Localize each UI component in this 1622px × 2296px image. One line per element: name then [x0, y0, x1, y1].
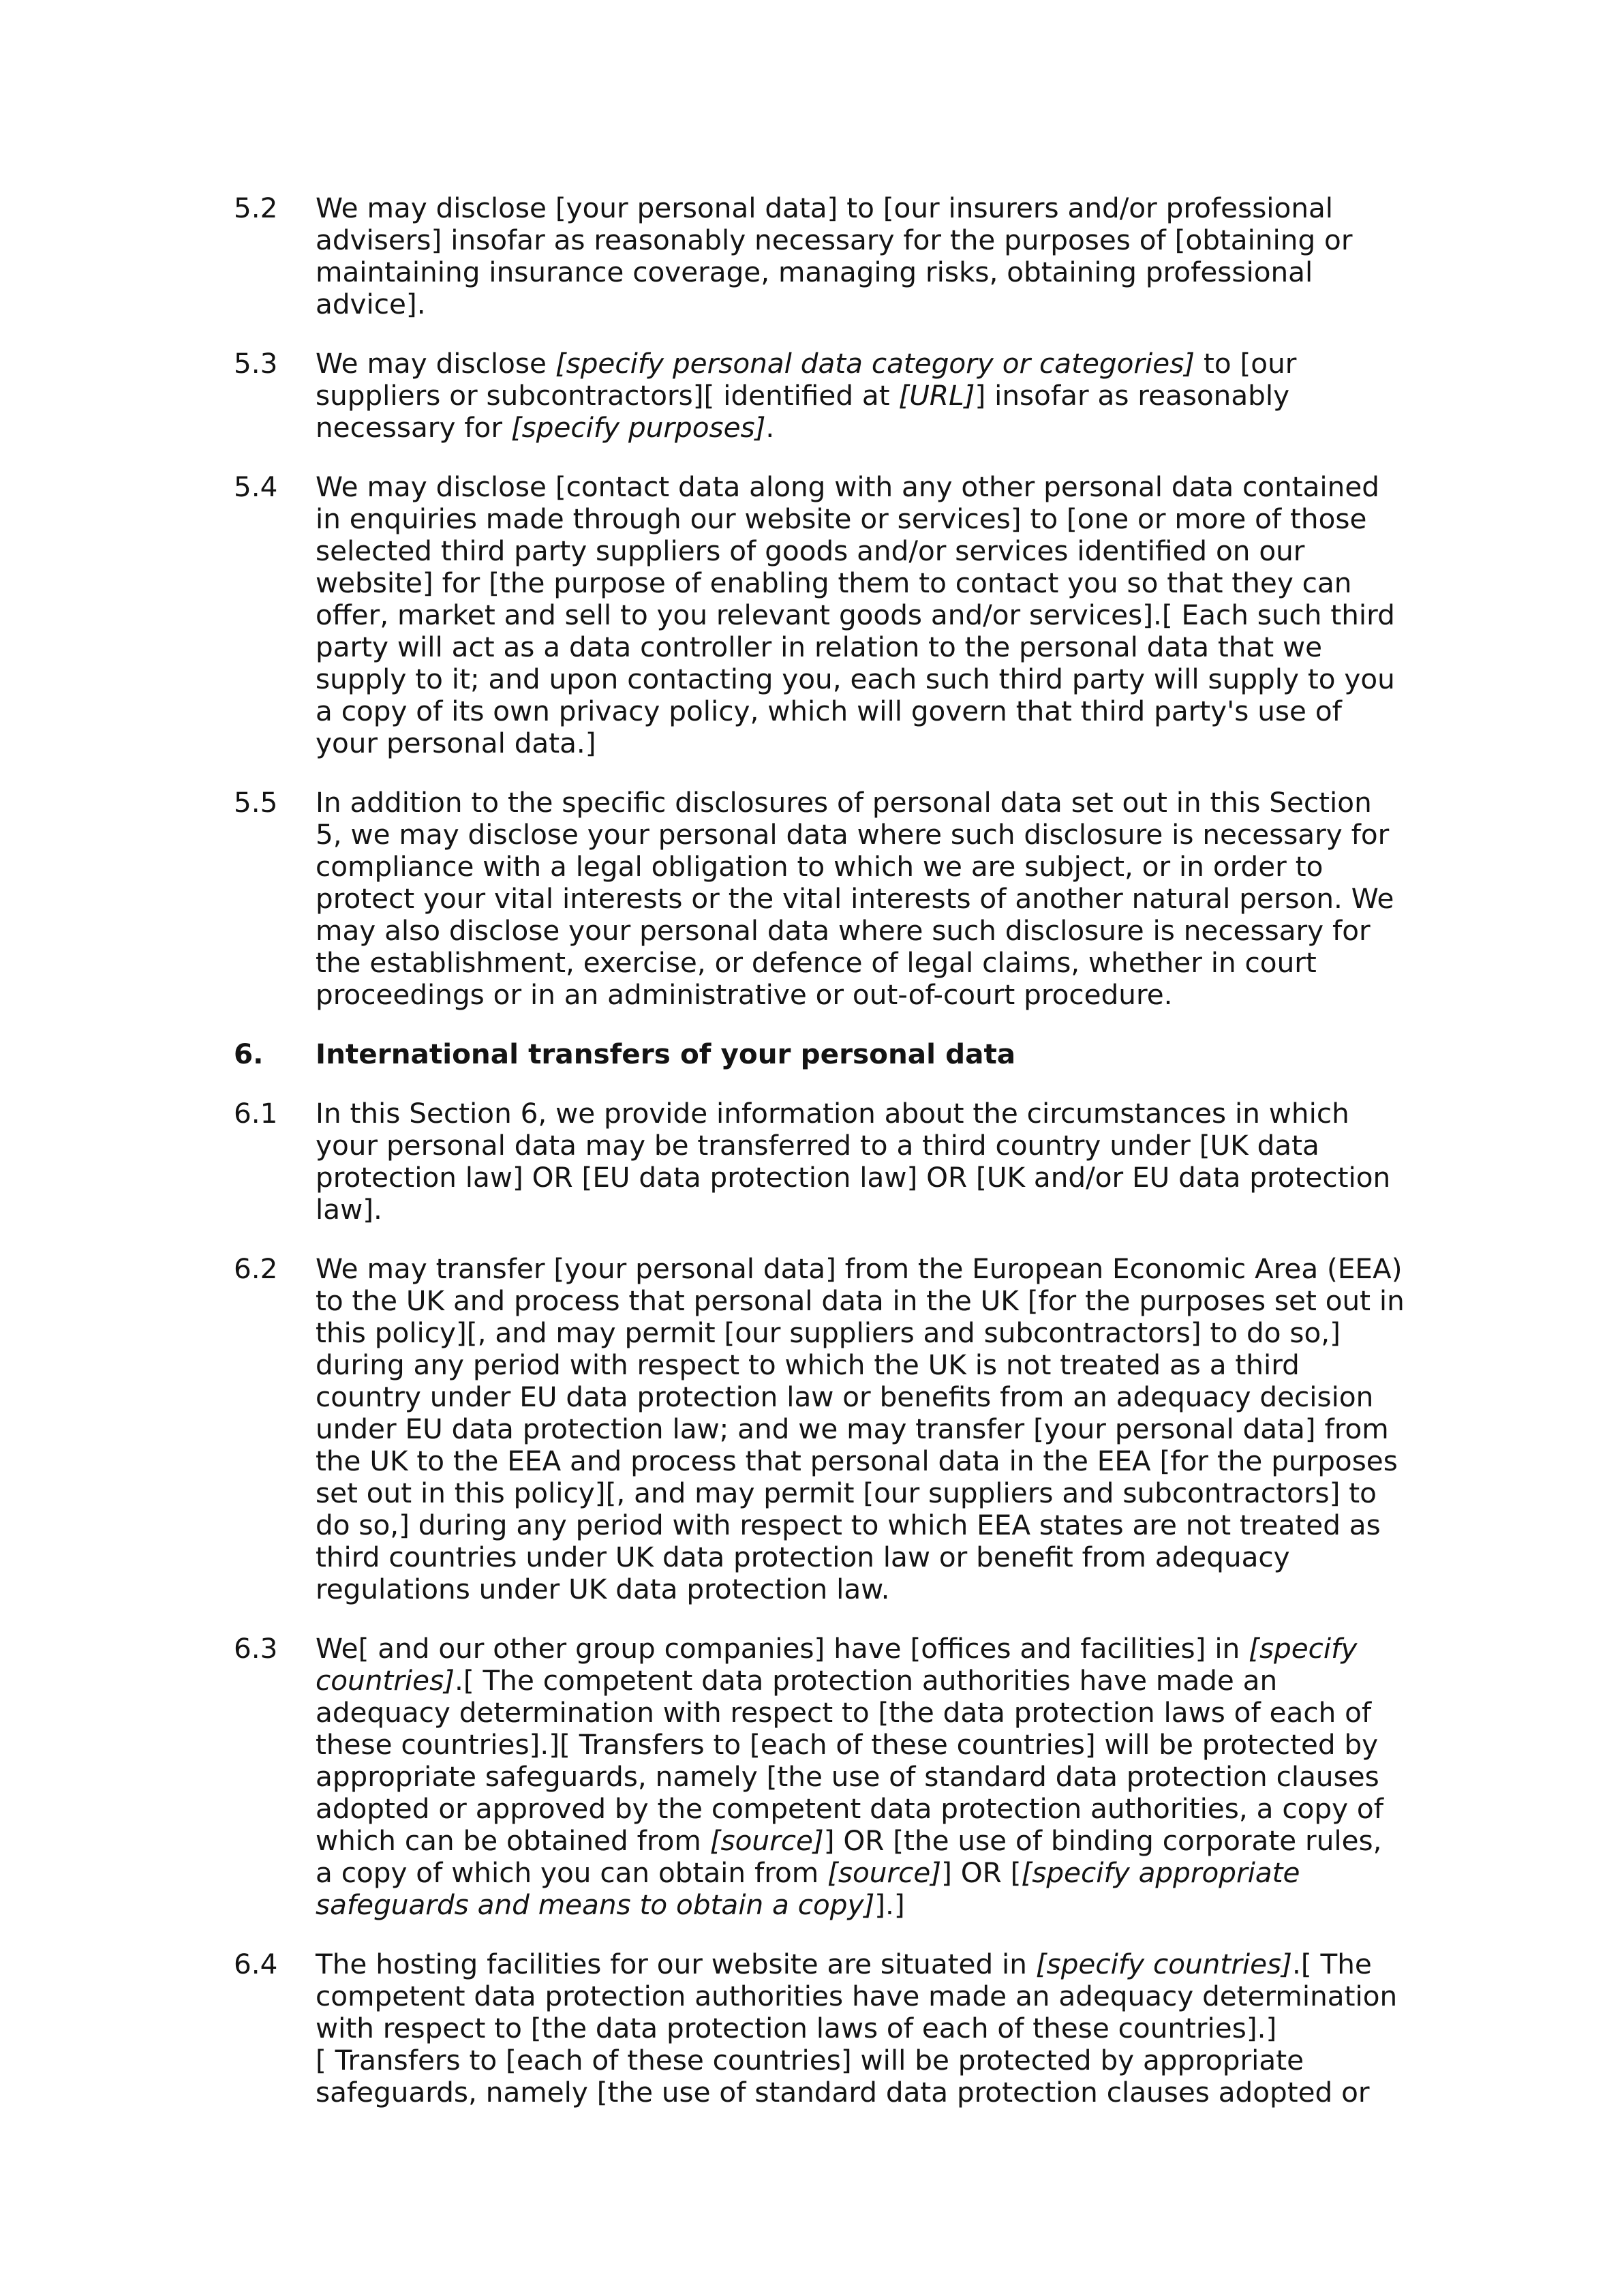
clause-number: 5.5 [234, 786, 278, 819]
clause-text-segment: In addition to the specific disclosures of personal data set out in this Section 5, we may disclose your personal data where such disclosure is necessary for compliance with a legal obligation to which we are subject, or in order to protect your vital interests or the vital interests of another natural person. We may also disclose your personal data where such disclosure is necessary for the establishment, exercise, or defence of legal claims, whether in court proceedings or in an administrative or out-of-court procedure. [316, 786, 1394, 1011]
clause-text-segment: .[ The competent data protection authorities have made an adequacy determination with respect to [the data protection laws of each of these countries].][ Transfers to [each of these countries] will be protected by appropriate safeguards, namely [the use of standard data protection clauses adopted or approved by the competent data protection authorities, a copy of which can be obtained from [316, 1664, 1383, 1857]
clause-6-3 [234, 1633, 1406, 1921]
clause-text [316, 1948, 1406, 2109]
clause-5-4 [234, 471, 1406, 759]
placeholder-text: [specify personal data category or categories] [555, 347, 1195, 380]
clause-text-segment: We may disclose [316, 347, 555, 380]
section-number: 6. [234, 1038, 264, 1070]
clause-5-5 [234, 787, 1406, 1011]
placeholder-text: [URL] [898, 379, 975, 412]
placeholder-text: [specify appropriate safeguards and means to obtain a copy] [316, 1856, 1300, 1921]
placeholder-text: [specify countries] [1035, 1948, 1292, 1980]
document-body [234, 192, 1406, 2136]
clause-text-segment: International transfers of your personal data [316, 1038, 1016, 1070]
clause-text [316, 471, 1406, 759]
clause-6-2 [234, 1253, 1406, 1605]
clause-text-segment: .[ The competent data protection authorities have made an adequacy determination with respect to [the data protection laws of each of these countries].] [316, 1948, 1398, 2044]
clause-text-segment: . [765, 411, 775, 444]
clause-text-segment: The hosting facilities for our website are situated in [316, 1948, 1036, 1980]
clause-text-segment: We may disclose [your personal data] to [our insurers and/or professional advisers] insofar as reasonably necessary for the purposes of [obtaining or maintaining insurance coverage, managing risks, obtaining professional advice]. [316, 192, 1353, 320]
clause-6-1 [234, 1098, 1406, 1226]
clause-number: 5.2 [234, 192, 278, 224]
clause-text [316, 348, 1406, 444]
section-heading-6 [234, 1038, 1406, 1070]
clause-text [316, 1098, 1406, 1226]
clause-6-4 [234, 1948, 1406, 2109]
placeholder-text: [specify purposes] [510, 411, 766, 444]
clause-number: 6.4 [234, 1948, 278, 1980]
clause-text [316, 787, 1406, 1011]
clause-text-segment: We may transfer [your personal data] from the European Economic Area (EEA) to the UK and process that personal data in the UK [for the purposes set out in this policy][, and may permit [our suppliers and subcontractors] to do so,] during any period with respect to which the UK is not treated as a third country under EU data protection law or benefits from an adequacy decision under EU data protection law; and we may transfer [your personal data] from the UK to the EEA and process that personal data in the EEA [for the purposes set out in this policy][, and may permit [our suppliers and subcontractors] to do so,] during any period with respect to which EEA states are not treated as third countries under UK data protection law or benefit from adequacy regulations under UK data protection law. [316, 1252, 1405, 1605]
clause-text-segment: [ Transfers to [each of these countries] will be protected by appropriate safeguards, namely [the use of standard data protection clauses adopted or [316, 2044, 1370, 2109]
clause-text [316, 1253, 1406, 1605]
clause-number: 5.3 [234, 347, 278, 380]
clause-text-segment: ] OR [ [941, 1856, 1022, 1889]
placeholder-text: [source] [709, 1824, 824, 1857]
placeholder-text: [source] [827, 1856, 942, 1889]
clause-text [316, 1633, 1406, 1921]
clause-text-segment: In this Section 6, we provide information about the circumstances in which your personal data may be transferred to a third country under [UK data protection law] OR [EU data protection law] OR [UK and/or EU data protection law]. [316, 1097, 1391, 1226]
clause-text-segment: to [our suppliers or subcontractors][ identified at [316, 347, 1297, 412]
clause-number: 5.4 [234, 470, 278, 503]
clause-text-segment: ] insofar as reasonably necessary for [316, 379, 1290, 444]
clause-text-segment: We[ and our other group companies] have [offices and facilities] in [316, 1632, 1249, 1665]
clause-text-segment: ].] [874, 1888, 905, 1921]
clause-number: 6.3 [234, 1632, 278, 1665]
clause-number: 6.2 [234, 1252, 278, 1285]
placeholder-text: [specify countries] [316, 1632, 1358, 1697]
clause-5-2 [234, 192, 1406, 320]
section-title [316, 1038, 1406, 1070]
clause-number: 6.1 [234, 1097, 278, 1130]
clause-text-segment: ] OR [the use of binding corporate rules, a copy of which you can obtain from [316, 1824, 1382, 1889]
clause-text-segment: We may disclose [contact data along with any other personal data contained in enquiries made through our website or services] to [one or more of those selected third party suppliers of goods and/or services identified on our website] for [the purpose of enabling them to contact you so that they can offer, market and sell to you relevant goods and/or services].[ Each such third party will act as a data controller in relation to the personal data that we supply to it; and upon contacting you, each such third party will supply to you a copy of its own privacy policy, which will govern that third party's use of your personal data.] [316, 470, 1395, 759]
clause-5-3 [234, 348, 1406, 444]
clause-text [316, 192, 1406, 320]
